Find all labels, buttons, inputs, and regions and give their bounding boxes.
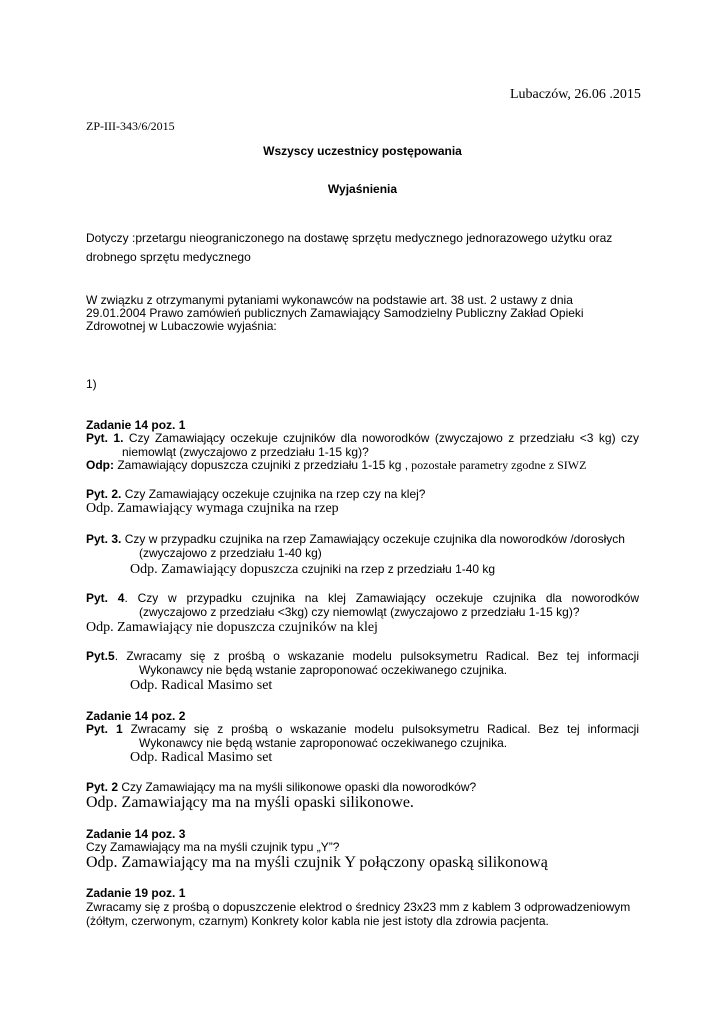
task-heading-19-1: Zadanie 19 poz. 1 — [86, 886, 186, 900]
answer-label: Odp: — [86, 458, 114, 472]
answer-text: Odp. Zamawiający dopuszcza — [130, 562, 299, 577]
section-number: 1) — [86, 377, 97, 391]
date-line: Lubaczów, 26.06 .2015 — [510, 87, 641, 102]
task-heading-14-3: Zadanie 14 poz. 3 — [86, 827, 186, 841]
task-heading-14-1: Zadanie 14 poz. 1 — [86, 418, 186, 432]
answer-14-1-5: Odp. Radical Masimo set — [130, 678, 273, 693]
question-14-1-1 — [86, 431, 639, 446]
subject-line-1: Dotyczy :przetargu nieograniczonego na dostawę sprzętu medycznego jednorazowego użytku oraz — [86, 231, 613, 245]
question-label: Pyt. 4 — [86, 591, 125, 605]
request-19-1-line-2: (żółtym, czerwonym, czarnym) Konkrety kolor kabla nie jest istoty dla zdrowia pacjenta. — [86, 914, 549, 928]
question-label: Pyt. 1 — [86, 722, 123, 736]
question-label: Pyt. 2. — [86, 487, 122, 501]
answer-note: pozostałe parametry zgodne z SIWZ — [408, 458, 587, 472]
answer-14-1-3 — [130, 560, 495, 578]
request-19-1-line-1: Zwracamy się z prośbą o dopuszczenie elektrod o średnicy 23x23 mm z kablem 3 odprowadzeniowym — [86, 900, 631, 914]
question-text: Czy Zamawiający ma na myśli silikonowe opaski dla noworodków? — [118, 780, 477, 794]
question-14-2-1 — [86, 722, 639, 737]
question-text: Czy w przypadku czujnika na rzep Zamawiający oczekuje czujnika dla noworodków /dorosłych — [121, 532, 625, 546]
answer-14-2-2: Odp. Zamawiający ma na myśli opaski silikonowe. — [86, 794, 414, 811]
question-label: Pyt. 1. — [86, 431, 124, 445]
answer-note: czujniki na rzep z przedziału 1-40 kg — [298, 562, 496, 576]
intro-line-2: 29.01.2004 Prawo zamówień publicznych Zamawiający Samodzielny Publiczny Zakład Opieki — [86, 306, 584, 320]
answer-14-1-2: Odp. Zamawiający wymaga czujnika na rzep — [86, 501, 339, 516]
question-14-3: Czy Zamawiający ma na myśli czujnik typu „Y”? — [86, 840, 340, 854]
intro-line-1: W związku z otrzymanymi pytaniami wykonawców na podstawie art. 38 ust. 2 ustawy z dnia — [86, 293, 573, 307]
question-14-1-4-cont: (zwyczajowo z przedziału <3kg) czy niemowląt (zwyczajowo z przedziału 1-15 kg)? — [139, 605, 580, 619]
task-heading-14-2: Zadanie 14 poz. 2 — [86, 709, 186, 723]
question-text: Czy Zamawiający oczekuje czujników dla noworodków (zwyczajowo z przedziału <3 kg) czy — [123, 431, 639, 445]
answer-14-2-1: Odp. Radical Masimo set — [130, 750, 273, 765]
document-title: Wyjaśnienia — [327, 182, 398, 196]
question-14-1-2 — [86, 487, 425, 502]
answer-14-1-4: Odp. Zamawiający nie dopuszcza czujników na klej — [86, 620, 378, 635]
question-text: Zwracamy się z prośbą o wskazanie modelu pulsoksymetru Radical. Bez tej informacji — [122, 722, 639, 736]
question-14-1-1-cont: niemowląt (zwyczajowo z przedziału 1-15 kg)? — [122, 445, 369, 459]
answer-14-1-1 — [86, 458, 586, 473]
subject-line-2: drobnego sprzętu medycznego — [86, 250, 251, 264]
answer-14-3: Odp. Zamawiający ma na myśli czujnik Y połączony opaską silikonową — [86, 854, 548, 871]
intro-line-3: Zdrowotnej w Lubaczowie wyjaśnia: — [86, 319, 277, 333]
reference-number: ZP-III-343/6/2015 — [86, 119, 175, 133]
question-14-1-4 — [86, 591, 639, 606]
question-14-1-5 — [86, 649, 639, 664]
answer-text: Zamawiający dopuszcza czujniki z przedziału 1-15 kg , — [114, 458, 409, 472]
question-label: Pyt. 2 — [86, 780, 119, 794]
question-label: Pyt.5 — [86, 649, 115, 663]
question-14-1-3 — [86, 532, 625, 547]
question-text: . Czy w przypadku czujnika na klej Zamawiający oczekuje czujnika dla noworodków — [124, 591, 640, 605]
question-14-2-1-cont: Wykonawcy nie będą wstanie zaproponować oczekiwanego czujnika. — [139, 736, 508, 750]
question-14-1-3-cont: (zwyczajowo z przedziału 1-40 kg) — [139, 546, 322, 560]
question-14-1-5-cont: Wykonawcy nie będą wstanie zaproponować oczekiwanego czujnika. — [139, 663, 508, 677]
question-text: Czy Zamawiający oczekuje czujnika na rzep czy na klej? — [121, 487, 426, 501]
question-14-2-2 — [86, 780, 476, 795]
question-text: . Zwracamy się z prośbą o wskazanie modelu pulsoksymetru Radical. Bez tej informacji — [114, 649, 639, 663]
question-label: Pyt. 3. — [86, 532, 122, 546]
addressee: Wszyscy uczestnicy postępowania — [263, 144, 462, 158]
